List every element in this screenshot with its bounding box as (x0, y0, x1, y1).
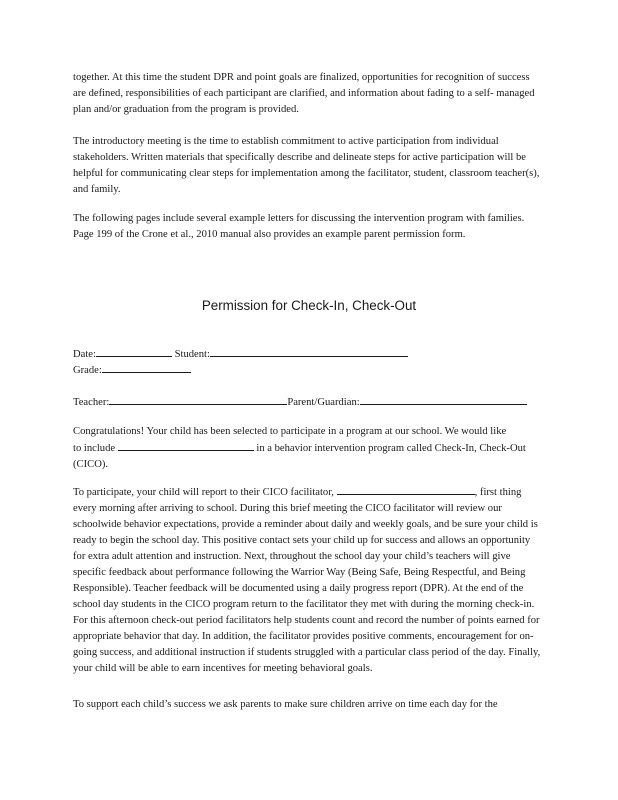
intro-paragraph-3 (73, 211, 543, 243)
parent-label: Parent/Guardian: (287, 397, 360, 408)
support-paragraph (73, 697, 543, 713)
parent-field[interactable] (360, 394, 527, 405)
intro-paragraph-2-text: The introductory meeting is the time to establish commitment to active participation from individual stakeholders. Written materials that specifically describe and delineate steps for active participation will be helpful for communicating clear steps for implementation among the facilitator, student, classroom teacher(s), and family. (73, 136, 540, 195)
congrats-line-2 (73, 440, 543, 457)
congratulations-paragraph (73, 424, 543, 473)
congrats-line-2-start: to include (73, 443, 116, 454)
support-text: To support each child’s success we ask parents to make sure children arrive on time each day for the (73, 699, 498, 710)
date-student-line (73, 346, 408, 363)
student-field[interactable] (210, 346, 408, 357)
intro-paragraph-1-text: together. At this time the student DPR and point goals are finalized, opportunities for recognition of success are defined, responsibilities of each participant are clarified, and information about fading to a self- managed plan and/or graduation from the program is provided. (73, 72, 535, 115)
teacher-label: Teacher: (73, 397, 110, 408)
participation-paragraph (73, 484, 543, 677)
participation-text (73, 484, 543, 677)
grade-line (73, 362, 191, 379)
intro-paragraph-2 (73, 134, 543, 198)
grade-field[interactable] (102, 362, 191, 373)
teacher-parent-line (73, 394, 527, 411)
intro-paragraph-3-text: The following pages include several example letters for discussing the intervention program with families. Page 199 of the Crone et al., 2010 manual also provides an example parent permission form. (73, 213, 525, 240)
date-label: Date: (73, 349, 96, 360)
facilitator-name-field[interactable] (337, 484, 475, 495)
congrats-line-2-end: in a behavior intervention program called Check-In, Check-Out (256, 443, 526, 454)
participation-body: every morning after arriving to school. During this brief meeting the CICO facilitator will review our schoolwide behavior expectations, provide a reminder about daily and weekly goals, and be sure your child is ready to begin the school day. This positive contact sets your child up for success and allows an opportunity for extra adult attention and instruction. Next, throughout the school day your child’s teachers will give specific feedback about performance following the Warrior Way (Being Safe, Being Respectful, and Being Responsible). Teacher feedback will be documented using a daily progress report (DPR). At the end of the school day students in the CICO program return to the facilitator they met with during the morning check-in. For this afternoon check-out period facilitators help students count and record the number of points earned for appropriate behavior that day. In addition, the facilitator provides positive comments, encouragement for on-going success, and additional instruction if students struggled with a particular class period of the day. Finally, your child will be able to earn incentives for meeting behavioral goals. (73, 503, 541, 674)
form-title: Permission for Check-In, Check-Out (201, 298, 417, 313)
intro-paragraph-1 (73, 70, 543, 118)
congrats-line-3: (CICO). (73, 459, 109, 470)
program-name-field[interactable] (118, 440, 254, 451)
congrats-line-1: Congratulations! Your child has been selected to participate in a program at our school. We would like (73, 426, 507, 437)
teacher-field[interactable] (109, 394, 287, 405)
date-field[interactable] (96, 346, 172, 357)
participation-line-1-start: To participate, your child will report to their CICO facilitator, (73, 487, 334, 498)
participation-line-1-end: , first thing (474, 487, 522, 498)
grade-label: Grade: (73, 365, 102, 376)
student-label: Student: (174, 349, 210, 360)
